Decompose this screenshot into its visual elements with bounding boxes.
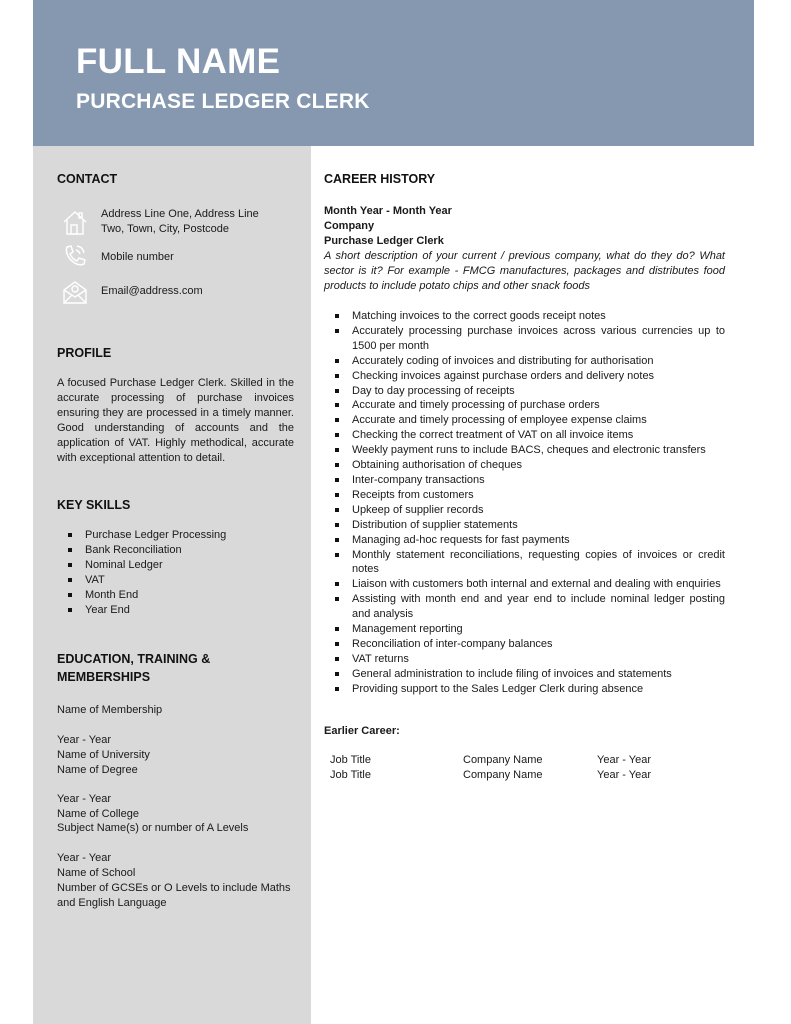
- earlier-career-heading: Earlier Career:: [324, 725, 400, 737]
- duty-item: Managing ad-hoc requests for fast payments: [324, 533, 725, 548]
- career-company: Company: [324, 220, 375, 232]
- duty-item: Monthly statement reconciliations, requesting copies of invoices or credit notes: [324, 548, 725, 578]
- education-heading-line2: MEMBERSHIPS: [57, 670, 151, 684]
- envelope-icon: [61, 278, 89, 306]
- school-name: Name of School: [57, 867, 136, 880]
- ec-years: Year - Year: [597, 769, 652, 781]
- duty-item: VAT returns: [324, 652, 725, 667]
- duty-item: General administration to include filing of invoices and statements: [324, 667, 725, 682]
- education-heading: [57, 650, 210, 686]
- career-entry: [324, 204, 725, 697]
- key-skills-heading: KEY SKILLS: [57, 498, 131, 512]
- skill-item: Year End: [57, 603, 294, 618]
- duty-item: Accurately processing purchase invoices across various currencies up to 1500 per month: [324, 324, 725, 354]
- ec-job-title: Job Title: [330, 754, 371, 766]
- contact-mobile: [57, 250, 297, 280]
- mobile-number: Mobile number: [101, 251, 174, 263]
- college-subjects: Subject Name(s) or number of A Levels: [57, 822, 249, 835]
- education-heading-line1: EDUCATION, TRAINING &: [57, 652, 211, 666]
- duties-list: [324, 309, 725, 697]
- duty-item: Reconciliation of inter-company balances: [324, 637, 725, 652]
- duty-item: Checking the correct treatment of VAT on all invoice items: [324, 428, 725, 443]
- key-skills-list: [57, 528, 294, 617]
- contact-address: [57, 207, 297, 239]
- header-banner: [33, 0, 754, 146]
- duty-item: Liaison with customers both internal and external and dealing with enquiries: [324, 577, 725, 592]
- membership-name: Name of Membership: [57, 704, 163, 716]
- duty-item: Accurate and timely processing of employee expense claims: [324, 413, 725, 428]
- skill-item: Purchase Ledger Processing: [57, 528, 294, 543]
- home-icon: [61, 208, 89, 236]
- ec-company-name: Company Name: [463, 754, 543, 766]
- duty-item: Weekly payment runs to include BACS, cheques and electronic transfers: [324, 443, 725, 458]
- ec-years: Year - Year: [597, 754, 652, 766]
- address-line-2: Two, Town, City, Postcode: [101, 223, 229, 235]
- duty-item: Receipts from customers: [324, 488, 725, 503]
- career-heading: CAREER HISTORY: [324, 172, 436, 186]
- duty-item: Inter-company transactions: [324, 473, 725, 488]
- skill-item: Bank Reconciliation: [57, 543, 294, 558]
- duty-item: Management reporting: [324, 622, 725, 637]
- duty-item: Day to day processing of receipts: [324, 384, 725, 399]
- duty-item: Accurately coding of invoices and distributing for authorisation: [324, 354, 725, 369]
- education-block: [57, 703, 297, 911]
- duty-item: Obtaining authorisation of cheques: [324, 458, 725, 473]
- career-dates: Month Year - Month Year: [324, 205, 452, 217]
- phone-icon: [61, 242, 89, 270]
- contact-email: [57, 284, 297, 314]
- skill-item: Nominal Ledger: [57, 558, 294, 573]
- career-role: Purchase Ledger Clerk: [324, 235, 444, 247]
- university-name: Name of University: [57, 748, 150, 761]
- university-years: Year - Year: [57, 733, 112, 746]
- duty-item: Checking invoices against purchase orders and delivery notes: [324, 369, 725, 384]
- school-years: Year - Year: [57, 852, 112, 865]
- duty-item: Upkeep of supplier records: [324, 503, 725, 518]
- school-qualifications: Number of GCSEs or O Levels to include Maths and English Language: [57, 882, 291, 910]
- job-title: PURCHASE LEDGER CLERK: [76, 90, 370, 113]
- ec-job-title: Job Title: [330, 769, 371, 781]
- company-description: A short description of your current / previous company, what do they do? What sector is it? For example - FMCG manufactures, packages and distributes food products to include potato chips and other snack foods: [324, 250, 725, 292]
- full-name: FULL NAME: [76, 42, 281, 81]
- duty-item: Matching invoices to the correct goods receipt notes: [324, 309, 725, 324]
- degree-name: Name of Degree: [57, 763, 138, 776]
- ec-company-name: Company Name: [463, 769, 543, 781]
- college-years: Year - Year: [57, 792, 112, 805]
- duty-item: Accurate and timely processing of purchase orders: [324, 398, 725, 413]
- email-address: Email@address.com: [101, 285, 203, 297]
- skill-item: Month End: [57, 588, 294, 603]
- profile-heading: PROFILE: [57, 346, 112, 360]
- duty-item: Distribution of supplier statements: [324, 518, 725, 533]
- duty-item: Providing support to the Sales Ledger Clerk during absence: [324, 682, 725, 697]
- skill-item: VAT: [57, 573, 294, 588]
- address-line-1: Address Line One, Address Line: [101, 208, 259, 220]
- college-name: Name of College: [57, 807, 139, 820]
- duty-item: Assisting with month end and year end to include nominal ledger posting and analysis: [324, 592, 725, 622]
- profile-text: A focused Purchase Ledger Clerk. Skilled in the accurate processing of purchase invoices ensuring they are processed in a timely manner. Good understanding of accounts and the application of VAT. Highly methodical, accurate with exceptional attention to detail.: [57, 377, 294, 464]
- sidebar: [33, 146, 312, 1024]
- main-column: [311, 146, 754, 1024]
- contact-heading: CONTACT: [57, 172, 118, 186]
